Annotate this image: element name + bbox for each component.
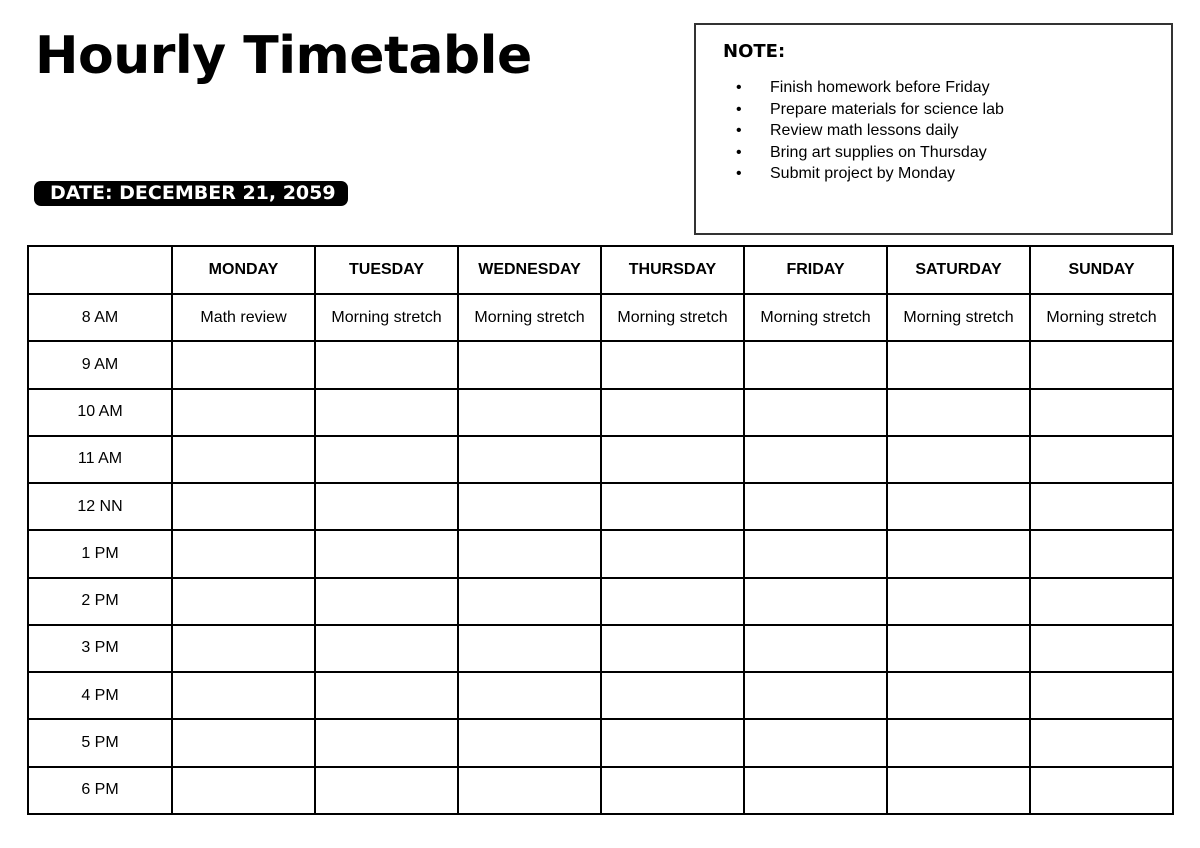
schedule-cell[interactable] bbox=[601, 341, 744, 388]
schedule-cell[interactable] bbox=[887, 625, 1030, 672]
schedule-cell[interactable] bbox=[601, 578, 744, 625]
schedule-cell[interactable] bbox=[315, 389, 458, 436]
schedule-cell[interactable] bbox=[744, 530, 887, 577]
schedule-cell[interactable] bbox=[172, 483, 315, 530]
note-item bbox=[696, 142, 1004, 164]
schedule-cell[interactable] bbox=[315, 767, 458, 814]
time-label: 1 PM bbox=[28, 530, 172, 577]
schedule-cell[interactable] bbox=[458, 483, 601, 530]
schedule-cell[interactable] bbox=[744, 719, 887, 766]
schedule-cell[interactable] bbox=[744, 578, 887, 625]
table-row bbox=[28, 483, 1173, 530]
day-header-friday: FRIDAY bbox=[744, 246, 887, 294]
table-row bbox=[28, 530, 1173, 577]
schedule-cell[interactable]: Morning stretch bbox=[887, 294, 1030, 341]
schedule-cell[interactable] bbox=[744, 341, 887, 388]
schedule-cell[interactable] bbox=[601, 530, 744, 577]
header-row bbox=[28, 246, 1173, 294]
schedule-cell[interactable]: Morning stretch bbox=[601, 294, 744, 341]
schedule-cell[interactable] bbox=[1030, 530, 1173, 577]
note-item bbox=[696, 99, 1004, 121]
schedule-cell[interactable] bbox=[887, 483, 1030, 530]
schedule-cell[interactable] bbox=[315, 672, 458, 719]
schedule-cell[interactable] bbox=[744, 672, 887, 719]
table-row bbox=[28, 389, 1173, 436]
schedule-cell[interactable] bbox=[458, 767, 601, 814]
corner-cell bbox=[28, 246, 172, 294]
table-row bbox=[28, 578, 1173, 625]
time-label: 4 PM bbox=[28, 672, 172, 719]
note-item-text: Bring art supplies on Thursday bbox=[770, 143, 987, 161]
schedule-cell[interactable] bbox=[887, 436, 1030, 483]
bullet-icon: • bbox=[736, 165, 742, 182]
schedule-cell[interactable] bbox=[744, 625, 887, 672]
schedule-cell[interactable] bbox=[601, 625, 744, 672]
day-header-sunday: SUNDAY bbox=[1030, 246, 1173, 294]
schedule-cell[interactable] bbox=[887, 578, 1030, 625]
schedule-cell[interactable] bbox=[887, 389, 1030, 436]
schedule-cell[interactable] bbox=[887, 767, 1030, 814]
schedule-cell[interactable] bbox=[315, 436, 458, 483]
note-item-text: Submit project by Monday bbox=[770, 165, 955, 182]
schedule-cell[interactable] bbox=[315, 625, 458, 672]
bullet-icon: • bbox=[736, 122, 742, 139]
schedule-cell[interactable] bbox=[744, 389, 887, 436]
schedule-cell[interactable] bbox=[458, 389, 601, 436]
schedule-cell[interactable] bbox=[172, 341, 315, 388]
day-header-wednesday: WEDNESDAY bbox=[458, 246, 601, 294]
timetable bbox=[27, 245, 1174, 815]
schedule-cell[interactable] bbox=[172, 625, 315, 672]
table-row bbox=[28, 719, 1173, 766]
day-header-thursday: THURSDAY bbox=[601, 246, 744, 294]
schedule-cell[interactable] bbox=[458, 341, 601, 388]
schedule-cell[interactable] bbox=[1030, 436, 1173, 483]
schedule-cell[interactable] bbox=[887, 341, 1030, 388]
schedule-cell[interactable] bbox=[172, 719, 315, 766]
note-item bbox=[696, 77, 1004, 99]
schedule-cell[interactable] bbox=[744, 436, 887, 483]
schedule-cell[interactable] bbox=[601, 719, 744, 766]
time-label: 10 AM bbox=[28, 389, 172, 436]
schedule-cell[interactable] bbox=[458, 578, 601, 625]
schedule-cell[interactable] bbox=[1030, 672, 1173, 719]
time-label: 8 AM bbox=[28, 294, 172, 341]
schedule-cell[interactable] bbox=[601, 389, 744, 436]
schedule-cell[interactable] bbox=[887, 530, 1030, 577]
time-label: 5 PM bbox=[28, 719, 172, 766]
schedule-cell[interactable] bbox=[1030, 483, 1173, 530]
note-item-text: Prepare materials for science lab bbox=[770, 100, 1004, 118]
bullet-icon: • bbox=[736, 79, 742, 96]
time-label: 6 PM bbox=[28, 767, 172, 814]
schedule-cell[interactable] bbox=[172, 389, 315, 436]
schedule-cell[interactable] bbox=[315, 719, 458, 766]
schedule-cell[interactable] bbox=[887, 719, 1030, 766]
table-row bbox=[28, 436, 1173, 483]
table-row bbox=[28, 625, 1173, 672]
schedule-cell[interactable] bbox=[744, 767, 887, 814]
time-label: 9 AM bbox=[28, 341, 172, 388]
schedule-cell[interactable] bbox=[744, 483, 887, 530]
page-title: Hourly Timetable bbox=[35, 26, 532, 86]
schedule-cell[interactable] bbox=[601, 672, 744, 719]
bullet-icon: • bbox=[736, 143, 742, 161]
schedule-cell[interactable] bbox=[601, 483, 744, 530]
time-label: 2 PM bbox=[28, 578, 172, 625]
table-row bbox=[28, 672, 1173, 719]
schedule-cell[interactable] bbox=[315, 530, 458, 577]
table-row bbox=[28, 341, 1173, 388]
note-item bbox=[696, 120, 1004, 142]
schedule-cell[interactable] bbox=[315, 578, 458, 625]
schedule-cell[interactable] bbox=[1030, 767, 1173, 814]
schedule-cell[interactable] bbox=[315, 341, 458, 388]
day-header-monday: MONDAY bbox=[172, 246, 315, 294]
schedule-cell[interactable] bbox=[458, 672, 601, 719]
schedule-cell[interactable] bbox=[458, 436, 601, 483]
schedule-cell[interactable]: Math review bbox=[172, 294, 315, 341]
table-row bbox=[28, 767, 1173, 814]
schedule-cell[interactable]: Morning stretch bbox=[458, 294, 601, 341]
schedule-cell[interactable] bbox=[458, 719, 601, 766]
schedule-cell[interactable] bbox=[601, 436, 744, 483]
day-header-tuesday: TUESDAY bbox=[315, 246, 458, 294]
schedule-cell[interactable] bbox=[887, 672, 1030, 719]
schedule-cell[interactable] bbox=[172, 436, 315, 483]
schedule-cell[interactable]: Morning stretch bbox=[744, 294, 887, 341]
schedule-cell[interactable] bbox=[1030, 341, 1173, 388]
schedule-cell[interactable] bbox=[1030, 625, 1173, 672]
time-label: 3 PM bbox=[28, 625, 172, 672]
schedule-cell[interactable] bbox=[458, 625, 601, 672]
day-header-saturday: SATURDAY bbox=[887, 246, 1030, 294]
note-list bbox=[696, 77, 1004, 185]
note-item-text: Review math lessons daily bbox=[770, 122, 959, 139]
schedule-cell[interactable]: Morning stretch bbox=[315, 294, 458, 341]
schedule-cell[interactable] bbox=[172, 767, 315, 814]
schedule-cell[interactable] bbox=[172, 578, 315, 625]
schedule-cell[interactable] bbox=[1030, 719, 1173, 766]
note-item bbox=[696, 163, 1004, 185]
date-badge: DATE: DECEMBER 21, 2059 bbox=[34, 181, 348, 206]
time-label: 12 NN bbox=[28, 483, 172, 530]
table-row bbox=[28, 294, 1173, 341]
schedule-cell[interactable] bbox=[172, 672, 315, 719]
bullet-icon: • bbox=[736, 100, 742, 118]
schedule-cell[interactable] bbox=[601, 767, 744, 814]
time-label: 11 AM bbox=[28, 436, 172, 483]
schedule-cell[interactable] bbox=[1030, 389, 1173, 436]
schedule-cell[interactable] bbox=[458, 530, 601, 577]
note-title: NOTE: bbox=[723, 41, 786, 62]
schedule-cell[interactable] bbox=[1030, 578, 1173, 625]
note-box bbox=[694, 23, 1173, 235]
note-item-text: Finish homework before Friday bbox=[770, 79, 990, 96]
schedule-cell[interactable] bbox=[315, 483, 458, 530]
schedule-cell[interactable] bbox=[172, 530, 315, 577]
schedule-cell[interactable]: Morning stretch bbox=[1030, 294, 1173, 341]
